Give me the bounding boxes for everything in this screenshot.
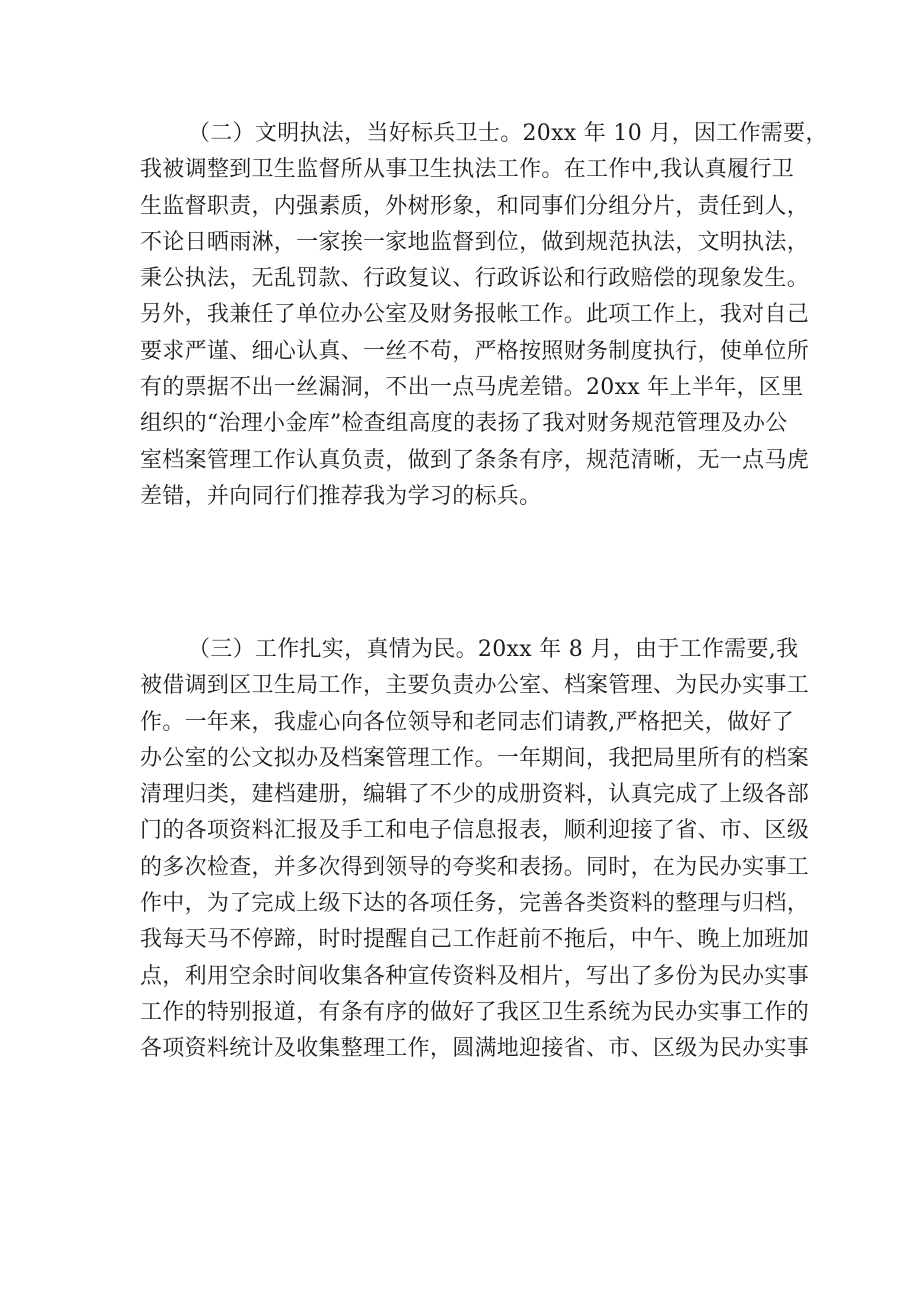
paragraph-line: 办公室的公文拟办及档案管理工作。一年期间，我把局里所有的档案 [140,745,810,771]
paragraph-line: 点，利用空余时间收集各种宣传资料及相片，写出了多份为民办实事 [140,963,810,989]
paragraph-line: 生监督职责，内强素质，外树形象，和同事们分组分片，责任到人， [140,193,810,219]
paragraph-line: 要求严谨、细心认真、一丝不苟，严格按照财务制度执行，使单位所 [140,338,810,364]
paragraph-line: （三）工作扎实，真情为民。20xx 年 8 月，由于工作需要,我 [188,637,799,662]
paragraph-line: 我每天马不停蹄，时时提醒自己工作赶前不拖后，中午、晚上加班加 [140,927,810,953]
paragraph-line: 门的各项资料汇报及手工和电子信息报表，顺利迎接了省、市、区级 [140,818,810,844]
paragraph-line: 我被调整到卫生监督所从事卫生执法工作。在工作中,我认真履行卫 [140,157,794,183]
paragraph-line: （二）文明执法，当好标兵卫士。20xx 年 10 月，因工作需要， [188,121,828,146]
paragraph-line: 有的票据不出一丝漏洞，不出一点马虎差错。20xx 年上半年，区里 [140,375,804,401]
paragraph-line: 不论日晒雨淋，一家挨一家地监督到位，做到规范执法，文明执法， [140,229,810,255]
paragraph-line: 被借调到区卫生局工作，主要负责办公室、档案管理、为民办实事工 [140,673,810,699]
paragraph-line: 另外，我兼任了单位办公室及财务报帐工作。此项工作上，我对自己 [140,302,810,328]
paragraph-line: 的多次检查，并多次得到领导的夸奖和表扬。同时，在为民办实事工 [140,854,810,880]
paragraph-line: 作。一年来，我虚心向各位领导和老同志们请教,严格把关，做好了 [140,709,794,735]
paragraph-line: 清理归类，建档建册，编辑了不少的成册资料，认真完成了上级各部 [140,782,810,808]
paragraph-line: 室档案管理工作认真负责，做到了条条有序，规范清晰，无一点马虎 [140,447,810,473]
paragraph-line: 秉公执法，无乱罚款、行政复议、行政诉讼和行政赔偿的现象发生。 [140,266,810,292]
paragraph-solid-work-for-people [140,632,810,1068]
paragraph-line: 组织的“治理小金库”检查组高度的表扬了我对财务规范管理及办公 [140,411,788,437]
paragraph-line: 作中，为了完成上级下达的各项任务，完善各类资料的整理与归档， [140,891,810,917]
paragraph-civilized-law-enforcement [140,116,828,515]
paragraph-line: 工作的特别报道，有条有序的做好了我区卫生系统为民办实事工作的 [140,999,810,1025]
paragraph-line: 各项资料统计及收集整理工作，圆满地迎接省、市、区级为民办实事 [140,1036,810,1062]
paragraph-line: 差错，并向同行们推荐我为学习的标兵。 [140,483,542,509]
